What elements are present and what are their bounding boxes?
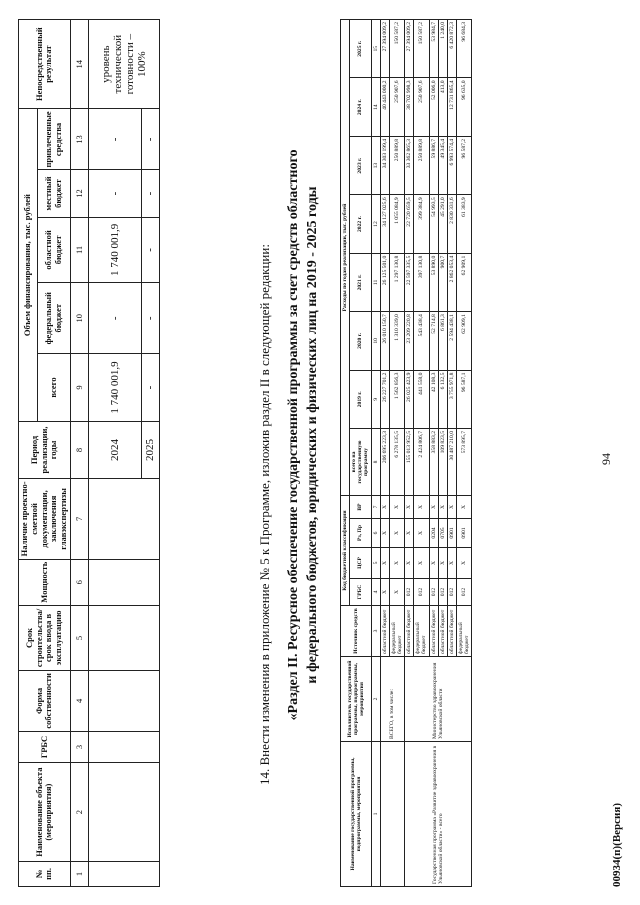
amount-cell: 61 383,9	[456, 195, 471, 253]
amount-cell: 96 635,0	[456, 78, 471, 136]
col-number: 4	[371, 579, 380, 606]
cell-empty	[88, 605, 159, 670]
col-number: 7	[70, 479, 88, 560]
amount-cell: 45 291,0	[438, 195, 447, 253]
amount-cell: 441 558,0	[414, 370, 429, 428]
column-number-row	[371, 20, 380, 887]
col-number: 10	[70, 283, 88, 354]
amount-cell: 26 125 501,0	[380, 253, 389, 311]
source-cell: федеральный бюджет	[456, 606, 471, 657]
col-header-docs: Наличие проектно-сметной документации, заключения главэкспертизы	[19, 479, 71, 560]
csr-cell: X	[380, 548, 389, 579]
source-cell: областной бюджет	[429, 606, 438, 657]
amount-cell: 96 684,3	[456, 20, 471, 78]
program-name-cell: Государственная программа «Развитие здравоохранения в Ульяновской области» - всего	[405, 742, 472, 887]
col-header-name: Наименование государственной программы, подпрограммы, мероприятия	[341, 742, 372, 887]
rzpr-cell: 0204	[429, 519, 438, 548]
rzpr-cell: X	[380, 519, 389, 548]
grbs-cell: 012	[414, 579, 429, 606]
col-number: 5	[371, 548, 380, 579]
csr-cell: X	[438, 548, 447, 579]
amount-cell: 33 362 865,3	[405, 136, 414, 194]
amount-cell: 155 013 952,5	[405, 429, 414, 496]
grbs-cell: 012	[447, 579, 456, 606]
vr-cell: X	[456, 496, 471, 519]
cell-regional: -	[141, 217, 159, 283]
amount-cell: 109 823,5	[438, 429, 447, 496]
amount-cell: 3 755 971,8	[447, 370, 456, 428]
col-header-regional: областной бюджет	[37, 217, 70, 283]
amount-cell: 6 278 135,5	[389, 429, 404, 496]
amount-cell: 59 886,7	[429, 136, 438, 194]
grbs-cell: 012	[429, 579, 438, 606]
amount-cell: 399 384,9	[414, 195, 429, 253]
col-number: 10	[371, 312, 380, 370]
col-header-num: № пп.	[19, 861, 71, 886]
table-row	[405, 20, 414, 887]
col-header-csr: ЦСР	[350, 548, 371, 579]
csr-cell: X	[414, 548, 429, 579]
amount-cell: 6 993 574,4	[447, 136, 456, 194]
col-number: 12	[70, 170, 88, 217]
col-number: 11	[371, 253, 380, 311]
executor-cell: ВСЕГО, в том числе:	[380, 657, 404, 742]
col-number: 4	[70, 671, 88, 731]
grbs-cell: X	[380, 579, 389, 606]
amount-cell: 96 587,1	[456, 370, 471, 428]
amount-cell: 1 055 084,9	[389, 195, 404, 253]
rzpr-cell: 0901	[447, 519, 456, 548]
csr-cell: X	[456, 548, 471, 579]
col-header-total: всего на государственную программу	[350, 429, 371, 496]
col-number: 1	[371, 742, 380, 887]
rzpr-cell: X	[389, 519, 404, 548]
amount-cell: 358 883,2	[429, 429, 438, 496]
amount-cell: 150 587,2	[389, 20, 404, 78]
cell-result: уровень технической готовности – 100%	[88, 20, 159, 109]
vr-cell: X	[447, 496, 456, 519]
col-header-source: Источник средств	[341, 606, 372, 657]
amount-cell: 54 993,5	[429, 195, 438, 253]
section-title	[285, 25, 323, 845]
cell-empty	[88, 479, 159, 560]
amount-cell: 52 006,0	[429, 78, 438, 136]
section-title-line: и федерального бюджетов, юридических и физических лиц на 2019 - 2025 годы	[304, 186, 320, 684]
col-header-local: местный бюджет	[37, 170, 70, 217]
program-name-cell	[380, 742, 404, 887]
cell-local: -	[141, 170, 159, 217]
amount-cell: 2 594 438,1	[447, 312, 456, 370]
col-number: 3	[371, 606, 380, 657]
col-header-year: 2022 г.	[350, 195, 371, 253]
col-number: 9	[371, 370, 380, 428]
col-number: 8	[371, 429, 380, 496]
col-header-year: 2019 г.	[350, 370, 371, 428]
amount-cell: 206 695 223,3	[380, 429, 389, 496]
col-number: 13	[70, 109, 88, 170]
cell-local: -	[88, 170, 141, 217]
col-header-year: 2020 г.	[350, 312, 371, 370]
resource-table	[340, 19, 472, 887]
col-number: 6	[70, 559, 88, 605]
amount-cell: 22 720 659,5	[405, 195, 414, 253]
amount-cell: 62 909,1	[456, 312, 471, 370]
source-cell: областной бюджет	[405, 606, 414, 657]
col-header-name: Наименование объекта (мероприятия)	[19, 763, 71, 862]
rzpr-cell: X	[405, 519, 414, 548]
grbs-cell: 012	[456, 579, 471, 606]
col-number: 12	[371, 195, 380, 253]
col-header-period: Период реализации, годы	[19, 421, 71, 478]
amount-cell: 42 108,3	[429, 370, 438, 428]
cell-empty	[88, 763, 159, 862]
cell-empty	[88, 559, 159, 605]
amount-cell: 413,0	[438, 78, 447, 136]
amount-cell: 6 420 872,3	[447, 20, 456, 78]
col-number: 15	[371, 20, 380, 78]
col-header-year: 2024 г.	[350, 78, 371, 136]
col-header-spend: Расходы по годам реализации, тыс. рублей	[341, 20, 350, 496]
amount-cell: 250 889,8	[414, 136, 429, 194]
amount-cell: 543 438,4	[414, 312, 429, 370]
col-header-grbs: ГРБС	[350, 579, 371, 606]
vr-cell: X	[429, 496, 438, 519]
table-row	[380, 20, 389, 887]
vr-cell: X	[438, 496, 447, 519]
col-header-rzpr: Рз, Пр	[350, 519, 371, 548]
col-number: 14	[371, 78, 380, 136]
col-header-other: привлеченные средства	[37, 109, 70, 170]
csr-cell: X	[405, 548, 414, 579]
page-number: 94	[599, 453, 613, 465]
amount-cell: 250 889,8	[389, 136, 404, 194]
amount-cell: 26 010 150,7	[380, 312, 389, 370]
col-number: 3	[70, 731, 88, 763]
amount-cell: 2 830 331,6	[447, 195, 456, 253]
grbs-cell: 012	[438, 579, 447, 606]
vr-cell: X	[389, 496, 404, 519]
amount-cell: 30 487 210,0	[447, 429, 456, 496]
amount-cell: 900,7	[438, 253, 447, 311]
cell-federal: -	[141, 283, 159, 354]
col-number: 2	[70, 763, 88, 862]
source-cell: областной бюджет	[380, 606, 389, 657]
col-header-year: 2021 г.	[350, 253, 371, 311]
vr-cell: X	[414, 496, 429, 519]
col-header-year: 2025 г.	[350, 20, 371, 78]
rzpr-cell: 0705	[438, 519, 447, 548]
col-header-funding-group: Объем финансирования, тыс. рублей	[19, 109, 38, 421]
amount-cell: 26 025 423,9	[405, 370, 414, 428]
grbs-cell: 012	[405, 579, 414, 606]
cell-other: -	[88, 109, 141, 170]
amount-cell: 250 907,6	[389, 78, 404, 136]
csr-cell: X	[447, 548, 456, 579]
amount-cell: 96 587,2	[456, 136, 471, 194]
amount-cell: 22 597 335,5	[405, 253, 414, 311]
rzpr-cell: 0901	[456, 519, 471, 548]
source-cell: областной бюджет	[447, 606, 456, 657]
rzpr-cell: X	[414, 519, 429, 548]
cell-empty	[88, 861, 159, 886]
col-header-bcode: Код бюджетной классификации	[341, 496, 350, 606]
col-header-executor: Исполнитель государственной программы, подпрограммы, мероприятия	[341, 657, 372, 742]
col-number: 6	[371, 519, 380, 548]
col-header-deadline: Срок строительства/срок ввода в эксплуатацию	[19, 605, 71, 670]
executor-cell: Министерство здравоохранения Ульяновской области	[405, 657, 472, 742]
document-footer-code: 00934(п)(Версия)	[611, 803, 623, 887]
col-header-capacity: Мощность	[19, 559, 71, 605]
col-header-form: Форма собственности	[19, 671, 71, 731]
amount-cell: 49 345,4	[438, 136, 447, 194]
col-number: 11	[70, 217, 88, 283]
amount-cell: 52 714,8	[429, 312, 438, 370]
amount-cell: 573 895,7	[456, 429, 471, 496]
amount-cell: 23 209 220,8	[405, 312, 414, 370]
col-header-grbs: ГРБС	[19, 731, 71, 763]
amount-cell: 1 297 130,8	[389, 253, 404, 311]
resource-table-body	[380, 20, 472, 887]
amount-cell: 53 890,0	[429, 253, 438, 311]
section-title-line: «Раздел II. Ресурсное обеспечение государственной программы за счет средств областного	[286, 149, 301, 721]
col-header-result: Непосредственный результат	[19, 20, 71, 109]
amount-cell: 6 861,3	[438, 312, 447, 370]
amount-cell: 397 130,8	[414, 253, 429, 311]
cell-period: 2025	[141, 421, 159, 478]
col-number: 9	[70, 354, 88, 422]
amount-cell: 27 394 009,2	[405, 20, 414, 78]
vr-cell: X	[405, 496, 414, 519]
col-number: 8	[70, 421, 88, 478]
amount-cell: 34 127 025,6	[380, 195, 389, 253]
amount-cell: 12 731 865,4	[447, 78, 456, 136]
amount-cell: 6 132,5	[438, 370, 447, 428]
col-header-federal: федеральный бюджет	[37, 283, 70, 354]
col-number: 14	[70, 20, 88, 109]
amendment-item-text: 14. Внести изменения в приложение № 5 к Программе, изложив раздел II в следующей редакции:	[257, 244, 272, 785]
cell-total: 1 740 001,9	[88, 354, 141, 422]
amount-cell: 1 562 856,3	[389, 370, 404, 428]
col-header-vr: ВР	[350, 496, 371, 519]
amount-cell: 26 227 701,2	[380, 370, 389, 428]
amount-cell: 1 240,0	[438, 20, 447, 78]
amount-cell: 38 702 998,3	[405, 78, 414, 136]
grbs-cell: X	[389, 579, 404, 606]
col-number: 2	[371, 657, 380, 742]
col-number: 5	[70, 605, 88, 670]
cell-empty	[88, 671, 159, 731]
amount-cell: 2 424 806,7	[414, 429, 429, 496]
cell-empty	[88, 731, 159, 763]
amount-cell: 250 907,6	[414, 78, 429, 136]
cell-other: -	[141, 109, 159, 170]
cell-total: -	[141, 354, 159, 422]
amount-cell: 34 303 199,4	[380, 136, 389, 194]
col-number: 1	[70, 861, 88, 886]
cell-period: 2024	[88, 421, 141, 478]
source-cell: федеральный бюджет	[414, 606, 429, 657]
column-number-row	[70, 20, 88, 887]
amount-cell: 62 909,1	[456, 253, 471, 311]
amount-cell: 2 862 053,4	[447, 253, 456, 311]
col-header-year: 2023 г.	[350, 136, 371, 194]
col-header-total: всего	[37, 354, 70, 422]
source-cell: федеральный бюджет	[389, 606, 404, 657]
amount-cell: 40 443 000,2	[380, 78, 389, 136]
col-number: 7	[371, 496, 380, 519]
csr-cell: X	[389, 548, 404, 579]
cell-federal: -	[88, 283, 141, 354]
amount-cell: 27 394 009,2	[380, 20, 389, 78]
cell-regional: 1 740 001,9	[88, 217, 141, 283]
construction-object-table	[18, 19, 160, 887]
vr-cell: X	[380, 496, 389, 519]
source-cell: областной бюджет	[438, 606, 447, 657]
table-row	[88, 20, 141, 887]
amount-cell: 150 587,2	[414, 20, 429, 78]
amount-cell: 53 984,7	[429, 20, 438, 78]
csr-cell: X	[429, 548, 438, 579]
col-number: 13	[371, 136, 380, 194]
amount-cell: 1 310 339,0	[389, 312, 404, 370]
